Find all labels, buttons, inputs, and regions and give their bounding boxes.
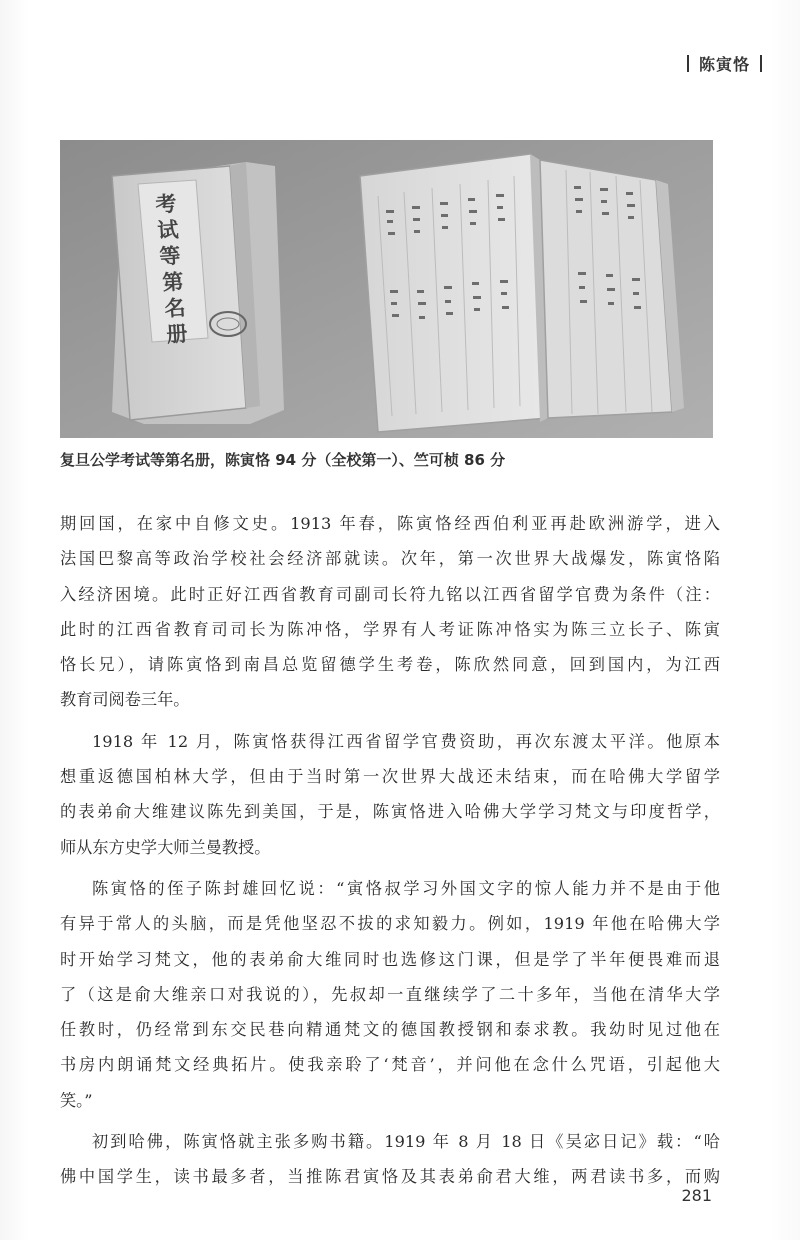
text-line: 1918 年 12 月，陈寅恪获得江西省留学官费资助，再次东渡太平洋。他原本 — [92, 731, 720, 751]
cover-title-char: 考 — [154, 190, 178, 217]
running-header — [687, 52, 762, 75]
text-line: 陈寅恪的侄子陈封雄回忆说：“寅恪叔学习外国文字的惊人能力并不是由于他 — [92, 878, 720, 898]
figure-caption: 复旦公学考试等第名册，陈寅恪 94 分（全校第一）、竺可桢 86 分 — [60, 451, 506, 469]
text-line: 教育司阅卷三年。 — [60, 690, 190, 710]
paragraph — [60, 724, 720, 865]
paragraph — [60, 1124, 720, 1195]
text-line: 恪长兄），请陈寅恪到南昌总览留德学生考卷，陈欣然同意，回到国内，为江西 — [60, 655, 720, 675]
text-line: 任教时，仍经常到东交民巷向精通梵文的德国教授钢和泰求教。我幼时见过他在 — [60, 1020, 720, 1040]
paragraph — [60, 871, 720, 1118]
text-line: 有异于常人的头脑，而是凭他坚忍不拔的求知毅力。例如，1919 年他在哈佛大学 — [60, 914, 720, 934]
text-line: 了（这是俞大维亲口对我说的），先叔却一直继续学了二十多年，当他在清华大学 — [60, 984, 720, 1004]
header-bar-left — [687, 55, 689, 72]
page-number: 281 — [681, 1186, 712, 1205]
text-line: 时开始学习梵文，他的表弟俞大维同时也选修这门课，但是学了半年便畏难而退 — [60, 949, 720, 969]
photograph-exam-register — [60, 140, 713, 438]
header-bar-right — [760, 55, 762, 72]
cover-title-char: 名 — [163, 294, 187, 321]
text-line: 初到哈佛，陈寅恪就主张多购书籍。1919 年 8 月 18 日《吴宓日记》载：“哈 — [92, 1132, 720, 1152]
text-line: 想重返德国柏林大学，但由于当时第一次世界大战还未结束，而在哈佛大学留学 — [60, 767, 720, 787]
text-line: 入经济困境。此时正好江西省教育司副司长符九铭以江西省留学官费为条件（注： — [60, 584, 720, 604]
running-title: 陈寅恪 — [698, 55, 750, 74]
text-line: 法国巴黎高等政治学校社会经济部就读。次年，第一次世界大战爆发，陈寅恪陷 — [60, 549, 720, 569]
text-line: 书房内朗诵梵文经典拓片。使我亲聆了‘梵音’，并问他在念什么咒语，引起他大 — [60, 1055, 720, 1075]
body-text — [60, 506, 720, 1195]
text-line: 佛中国学生，读书最多者，当推陈君寅恪及其表弟俞君大维，两君读书多，而购 — [60, 1167, 720, 1187]
text-line: 的表弟俞大维建议陈先到美国，于是，陈寅恪进入哈佛大学学习梵文与印度哲学， — [60, 802, 720, 822]
photograph-illustration — [60, 140, 713, 438]
text-line: 笑。” — [60, 1090, 93, 1110]
text-line: 师从东方史学大师兰曼教授。 — [60, 837, 271, 857]
paragraph — [60, 506, 720, 718]
cover-title-char: 等 — [158, 242, 182, 269]
cover-title-char: 册 — [165, 320, 189, 347]
text-line: 期回国，在家中自修文史。1913 年春，陈寅恪经西伯利亚再赴欧洲游学，进入 — [60, 514, 720, 533]
text-line: 此时的江西省教育司司长为陈冲恪，学界有人考证陈冲恪实为陈三立长子、陈寅 — [60, 619, 720, 639]
cover-title-char: 试 — [156, 216, 180, 243]
cover-title-char: 第 — [161, 268, 185, 295]
